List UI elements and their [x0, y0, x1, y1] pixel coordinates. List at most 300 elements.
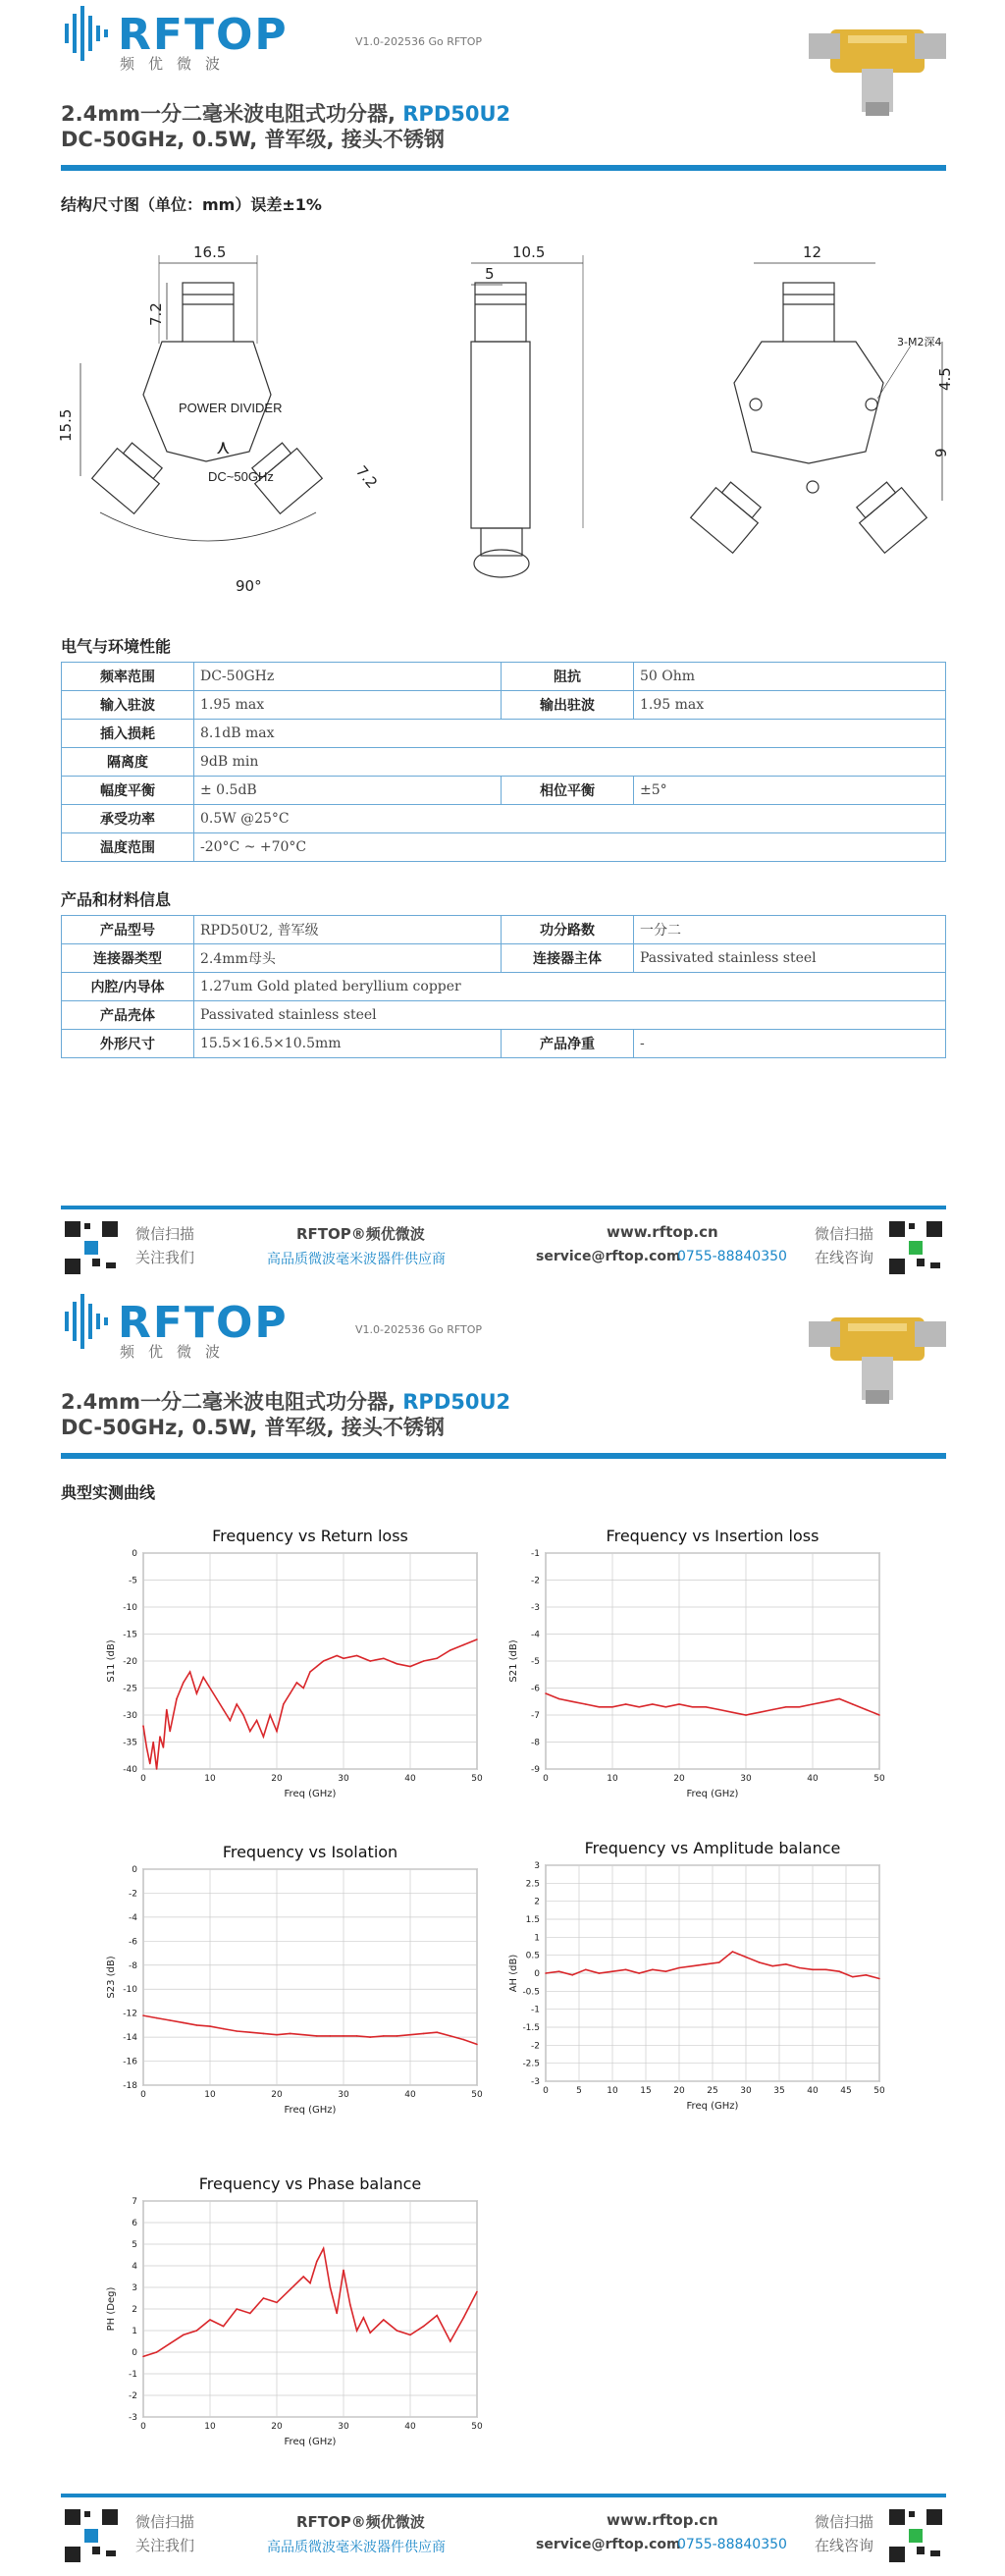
consult-text-2: 在线咨询	[815, 2537, 874, 2554]
data-point	[423, 2033, 425, 2035]
data-point	[545, 1972, 547, 1974]
data-point	[665, 1970, 667, 1972]
data-point	[330, 1657, 332, 1659]
back-dim2-label: 9	[932, 448, 950, 457]
wechat-text-1: 微信扫描	[135, 2513, 195, 2531]
y-tick-label: -4	[531, 1630, 540, 1640]
data-point	[397, 1663, 398, 1665]
data-point	[436, 2315, 438, 2317]
y-tick-label: 3	[534, 1861, 540, 1871]
data-point	[276, 2302, 278, 2304]
section-title-drawing: 结构尺寸图（单位：mm）误差±1%	[61, 195, 322, 214]
data-point	[142, 2356, 144, 2358]
x-tick-label: 0	[543, 2086, 549, 2096]
y-tick-label: -10	[123, 1985, 137, 1996]
x-tick-label: 50	[873, 2086, 885, 2096]
y-tick-label: -16	[123, 2057, 137, 2067]
data-point	[771, 1965, 773, 1967]
y-tick-label: -8	[129, 1960, 137, 1971]
product-title: 2.4mm一分二毫米波电阻式功分器, RPD50U2	[61, 102, 511, 126]
data-point	[142, 2014, 144, 2016]
data-point	[852, 1976, 854, 1978]
version-text: V1.0-202536 Go RFTOP	[355, 1323, 483, 1336]
data-point	[156, 2351, 158, 2353]
y-tick-label: -6	[531, 1684, 540, 1694]
data-point	[223, 2326, 225, 2328]
dim-conn-label: 7.2	[147, 302, 165, 326]
rftop-logo[interactable]	[61, 1290, 289, 1361]
y-tick-label: -2	[129, 1889, 137, 1900]
y-axis-label: S21 (dB)	[508, 1639, 519, 1683]
table-row	[62, 833, 946, 862]
x-tick-label: 0	[543, 1774, 549, 1784]
x-tick-label: 0	[140, 2090, 146, 2100]
x-tick-label: 30	[740, 1774, 752, 1784]
qr-code-icon[interactable]	[887, 1219, 944, 1276]
logo-wave-icon	[61, 2, 116, 65]
page-footer	[61, 2494, 946, 2562]
x-tick-label: 0	[140, 1774, 146, 1784]
data-point	[249, 2031, 251, 2033]
data-point	[369, 2332, 371, 2334]
side-inner-label: 5	[485, 265, 495, 283]
y-tick-label: -20	[123, 1657, 137, 1667]
x-tick-label: 0	[140, 2422, 146, 2432]
data-point	[356, 1655, 358, 1657]
x-tick-label: 35	[773, 2086, 785, 2096]
data-point	[397, 2330, 398, 2332]
y-tick-label: -5	[531, 1657, 540, 1667]
x-axis-label: Freq (GHz)	[686, 2101, 739, 2112]
data-point	[705, 1963, 707, 1965]
data-point	[356, 2330, 358, 2332]
y-tick-label: 7	[132, 2197, 137, 2207]
y-tick-label: -10	[123, 1603, 137, 1613]
data-point	[236, 2308, 238, 2310]
front-label-2: DC~50GHz	[208, 469, 274, 484]
data-point	[309, 2282, 311, 2284]
table-value: ±5°	[634, 777, 946, 805]
data-point	[323, 2248, 325, 2250]
data-point	[558, 1698, 560, 1700]
data-point	[785, 1963, 787, 1965]
x-tick-label: 20	[271, 2090, 283, 2100]
table-value: 1.95 max	[194, 691, 502, 720]
data-point	[692, 1706, 694, 1708]
x-tick-label: 30	[338, 2090, 349, 2100]
logo-wave-icon	[61, 1290, 116, 1353]
x-tick-label: 20	[673, 2086, 685, 2096]
table-key: 输入驻波	[62, 691, 194, 720]
table-row	[62, 973, 946, 1001]
table-key: 温度范围	[62, 833, 194, 862]
table-key: 插入损耗	[62, 720, 194, 748]
data-point	[463, 1644, 465, 1646]
header-divider	[61, 1453, 946, 1459]
data-point	[745, 1714, 747, 1716]
chart-title: Frequency vs Isolation	[222, 1843, 398, 1861]
table-row	[62, 748, 946, 777]
electrical-spec-table	[61, 662, 946, 862]
data-point	[276, 2034, 278, 2036]
data-point	[878, 1978, 880, 1980]
dim-height-label: 15.5	[57, 408, 75, 442]
x-tick-label: 50	[471, 2090, 483, 2100]
y-axis-label: AH (dB)	[508, 1954, 519, 1993]
table-key: 外形尺寸	[62, 1030, 194, 1058]
data-point	[159, 1736, 161, 1738]
page-header	[61, 1288, 946, 1465]
wechat-text-2: 关注我们	[135, 1249, 195, 1266]
data-point	[409, 1666, 411, 1668]
data-point	[825, 1969, 827, 1971]
y-tick-label: -3	[531, 1603, 540, 1613]
product-subtitle: DC-50GHz, 0.5W, 普军级, 接头不锈钢	[61, 1416, 445, 1439]
y-tick-label: 6	[132, 2219, 137, 2228]
resistor-symbol-icon: ⋏	[216, 435, 231, 458]
table-row	[62, 663, 946, 691]
data-point	[692, 1965, 694, 1967]
y-tick-label: 1	[534, 1933, 540, 1944]
consult-text-2: 在线咨询	[815, 1249, 874, 1266]
table-key: 产品净重	[502, 1030, 634, 1058]
consult-text-1: 微信扫描	[815, 1225, 874, 1243]
brand-sub: 频优微波	[120, 1343, 235, 1361]
chart-title: Frequency vs Insertion loss	[606, 1527, 820, 1545]
email-link[interactable]: service@rftop.com	[536, 1249, 681, 1264]
table-key: 功分路数	[502, 916, 634, 944]
data-point	[450, 2035, 451, 2037]
x-tick-label: 10	[204, 1774, 216, 1784]
consult-text-1: 微信扫描	[815, 2513, 874, 2531]
data-point	[169, 1731, 171, 1733]
table-key: 隔离度	[62, 748, 194, 777]
data-point	[156, 1768, 158, 1770]
data-point	[878, 1714, 880, 1716]
y-tick-label: 0.5	[525, 1951, 540, 1961]
table-key: 内腔/内导体	[62, 973, 194, 1001]
rftop-logo[interactable]	[61, 2, 289, 73]
y-tick-label: 0	[132, 1549, 137, 1559]
x-tick-label: 40	[807, 1774, 819, 1784]
data-point	[436, 1657, 438, 1659]
section-title-electrical: 电气与环境性能	[61, 637, 172, 656]
data-point	[799, 1967, 801, 1969]
data-point	[336, 1655, 338, 1657]
front-label-1: POWER DIVIDER	[179, 401, 283, 415]
y-tick-label: -2	[129, 2391, 137, 2401]
back-width-label: 12	[803, 243, 822, 261]
data-point	[196, 2024, 198, 2026]
table-value: -	[634, 1030, 946, 1058]
data-point	[436, 2031, 438, 2033]
table-row	[62, 1001, 946, 1030]
data-point	[638, 1972, 640, 1974]
data-point	[343, 2270, 344, 2272]
data-point	[316, 1666, 318, 1668]
qr-code-icon[interactable]	[887, 2507, 944, 2564]
data-point	[423, 1660, 425, 1662]
data-point	[263, 2297, 265, 2299]
data-point	[316, 2035, 318, 2037]
x-tick-label: 50	[873, 1774, 885, 1784]
data-point	[558, 1970, 560, 1972]
data-point	[169, 2019, 171, 2021]
data-point	[336, 2313, 338, 2315]
product-subtitle: DC-50GHz, 0.5W, 普军级, 接头不锈钢	[61, 128, 445, 151]
data-point	[163, 1746, 165, 1748]
data-point	[825, 1700, 827, 1702]
data-point	[611, 1706, 613, 1708]
x-axis-label: Freq (GHz)	[284, 2105, 337, 2116]
data-point	[812, 1703, 814, 1705]
y-tick-label: -35	[123, 1738, 137, 1748]
data-point	[409, 2334, 411, 2336]
qr-code-icon[interactable]	[63, 2507, 120, 2564]
y-tick-label: -1	[531, 1549, 540, 1559]
data-point	[149, 1763, 151, 1765]
data-point	[838, 1970, 840, 1972]
data-point	[230, 1720, 232, 1722]
data-point	[216, 1698, 218, 1700]
table-row	[62, 916, 946, 944]
back-dim1-label: 4.5	[936, 367, 954, 391]
phone-number: 0755-88840350	[677, 2537, 787, 2552]
data-point	[383, 2035, 385, 2037]
data-point	[625, 1969, 627, 1971]
footer-divider	[61, 1206, 946, 1209]
x-tick-label: 20	[271, 2422, 283, 2432]
x-tick-label: 10	[607, 2086, 618, 2096]
x-tick-label: 10	[607, 1774, 618, 1784]
y-tick-label: 0	[534, 1969, 540, 1979]
x-axis-label: Freq (GHz)	[284, 1789, 337, 1799]
data-point	[771, 1709, 773, 1711]
x-tick-label: 40	[807, 2086, 819, 2096]
data-point	[309, 1671, 311, 1673]
data-point	[209, 2025, 211, 2027]
data-point	[356, 2035, 358, 2037]
y-tick-label: -25	[123, 1684, 137, 1694]
data-point	[652, 1703, 654, 1705]
x-tick-label: 20	[271, 1774, 283, 1784]
page-2	[0, 1288, 1005, 2576]
product-image	[809, 1288, 946, 1406]
data-point	[290, 2288, 291, 2290]
y-tick-label: -18	[123, 2081, 137, 2091]
chart-amplitude-balance	[501, 1836, 903, 2122]
data-point	[463, 2039, 465, 2041]
y-tick-label: -8	[531, 1738, 540, 1748]
y-tick-label: -2	[531, 2041, 540, 2052]
data-point	[142, 1725, 144, 1727]
data-point	[476, 1638, 478, 1640]
data-point	[202, 1677, 204, 1679]
data-point	[852, 1703, 854, 1705]
data-point	[176, 1698, 178, 1700]
data-point	[283, 1703, 285, 1705]
y-tick-label: -3	[531, 2077, 540, 2087]
data-point	[316, 2261, 318, 2263]
data-point	[369, 1660, 371, 1662]
page-footer	[61, 1206, 946, 1274]
table-value: 15.5×16.5×10.5mm	[194, 1030, 502, 1058]
table-row	[62, 805, 946, 833]
y-tick-label: 1	[132, 2327, 137, 2336]
x-axis-label: Freq (GHz)	[284, 2437, 337, 2447]
data-point	[463, 2317, 465, 2319]
table-key: 幅度平衡	[62, 777, 194, 805]
data-point	[866, 1974, 868, 1976]
data-point	[409, 2034, 411, 2036]
data-point	[249, 1731, 251, 1733]
chart-isolation	[98, 1840, 501, 2126]
data-point	[223, 2028, 225, 2030]
table-value: Passivated stainless steel	[194, 1001, 946, 1030]
qr-code-icon[interactable]	[63, 1219, 120, 1276]
data-point	[256, 1720, 258, 1722]
chart-phase-balance	[98, 2172, 501, 2458]
data-point	[156, 2017, 158, 2019]
x-tick-label: 20	[673, 1774, 685, 1784]
data-point	[263, 1736, 265, 1738]
data-point	[571, 1700, 573, 1702]
company-name: RFTOP®频优微波	[296, 2513, 425, 2531]
data-point	[343, 2035, 344, 2037]
chart-return-loss	[98, 1524, 501, 1810]
data-point	[302, 2276, 304, 2278]
data-point	[599, 1972, 601, 1974]
y-tick-label: -15	[123, 1630, 137, 1640]
y-tick-label: 2.5	[525, 1879, 540, 1890]
x-tick-label: 45	[840, 2086, 852, 2096]
company-slogan: 高品质微波毫米波器件供应商	[267, 1252, 446, 1267]
plot-area	[143, 1869, 477, 2085]
data-point	[196, 1692, 198, 1694]
table-key: 产品型号	[62, 916, 194, 944]
wechat-text-2: 关注我们	[135, 2537, 195, 2554]
data-point	[323, 1660, 325, 1662]
y-tick-label: -12	[123, 2009, 137, 2019]
y-tick-label: -9	[531, 1765, 540, 1775]
data-point	[263, 2033, 265, 2035]
y-tick-label: 5	[132, 2240, 137, 2250]
data-point	[363, 2317, 365, 2319]
data-point	[209, 1688, 211, 1690]
x-tick-label: 40	[404, 2090, 416, 2100]
data-point	[223, 1709, 225, 1711]
data-point	[838, 1698, 840, 1700]
y-tick-label: -5	[129, 1576, 137, 1586]
table-value: DC-50GHz	[194, 663, 502, 691]
chart-title: Frequency vs Phase balance	[198, 2174, 422, 2193]
table-row	[62, 777, 946, 805]
data-point	[296, 1682, 298, 1684]
data-point	[571, 1974, 573, 1976]
data-point	[678, 1967, 680, 1969]
website-link[interactable]: www.rftop.cn	[607, 1223, 718, 1241]
data-point	[476, 2044, 478, 2046]
data-point	[276, 1731, 278, 1733]
x-tick-label: 40	[404, 2422, 416, 2432]
footer-divider	[61, 2494, 946, 2497]
y-tick-label: -2	[531, 1576, 540, 1586]
x-axis-label: Freq (GHz)	[686, 1789, 739, 1799]
table-row	[62, 691, 946, 720]
y-tick-label: -40	[123, 1765, 137, 1775]
data-point	[812, 1969, 814, 1971]
data-point	[236, 1703, 238, 1705]
table-key: 连接器主体	[502, 944, 634, 973]
y-tick-label: 0	[132, 2348, 137, 2358]
brand-sub: 频优微波	[120, 55, 235, 73]
table-key: 频率范围	[62, 663, 194, 691]
table-row	[62, 720, 946, 748]
x-tick-label: 10	[204, 2422, 216, 2432]
table-value: Passivated stainless steel	[634, 944, 946, 973]
data-point	[732, 1951, 734, 1953]
dim-conn2-label: 7.2	[351, 462, 382, 492]
website-link[interactable]: www.rftop.cn	[607, 2511, 718, 2529]
x-tick-label: 30	[338, 2422, 349, 2432]
table-value: 一分二	[634, 916, 946, 944]
section-title-product: 产品和材料信息	[61, 890, 172, 909]
chart-title: Frequency vs Amplitude balance	[584, 1839, 841, 1857]
y-tick-label: 0	[132, 1865, 137, 1875]
data-point	[183, 2022, 185, 2024]
table-value: 50 Ohm	[634, 663, 946, 691]
x-tick-label: 5	[576, 2086, 582, 2096]
data-point	[450, 2340, 451, 2342]
y-tick-label: -0.5	[522, 1987, 540, 1998]
header-divider	[61, 165, 946, 171]
data-point	[625, 1703, 627, 1705]
data-point	[785, 1706, 787, 1708]
y-tick-label: 2	[132, 2305, 137, 2315]
data-point	[585, 1703, 587, 1705]
wechat-text-1: 微信扫描	[135, 1225, 195, 1243]
x-tick-label: 40	[404, 1774, 416, 1784]
y-tick-label: 1.5	[525, 1915, 540, 1925]
data-point	[759, 1711, 761, 1713]
y-axis-label: S23 (dB)	[106, 1956, 117, 1999]
data-point	[665, 1706, 667, 1708]
data-point	[611, 1970, 613, 1972]
y-tick-label: -1	[129, 2370, 137, 2380]
table-value: 9dB min	[194, 748, 946, 777]
data-point	[302, 1688, 304, 1690]
x-tick-label: 30	[740, 2086, 752, 2096]
y-tick-label: -2.5	[522, 2059, 540, 2069]
data-point	[152, 1742, 154, 1744]
table-value: ± 0.5dB	[194, 777, 502, 805]
table-value: RPD50U2, 普军级	[194, 916, 502, 944]
y-tick-label: -7	[531, 1711, 540, 1721]
data-point	[349, 2304, 351, 2306]
table-row	[62, 944, 946, 973]
data-point	[759, 1961, 761, 1963]
data-point	[369, 2036, 371, 2038]
email-link[interactable]: service@rftop.com	[536, 2537, 681, 2552]
data-point	[330, 2035, 332, 2037]
data-point	[242, 1714, 244, 1716]
side-width-label: 10.5	[512, 243, 546, 261]
data-point	[450, 1649, 451, 1651]
table-row	[62, 1030, 946, 1058]
y-tick-label: -6	[129, 1937, 137, 1948]
phone-number: 0755-88840350	[677, 1249, 787, 1264]
data-point	[383, 1657, 385, 1659]
